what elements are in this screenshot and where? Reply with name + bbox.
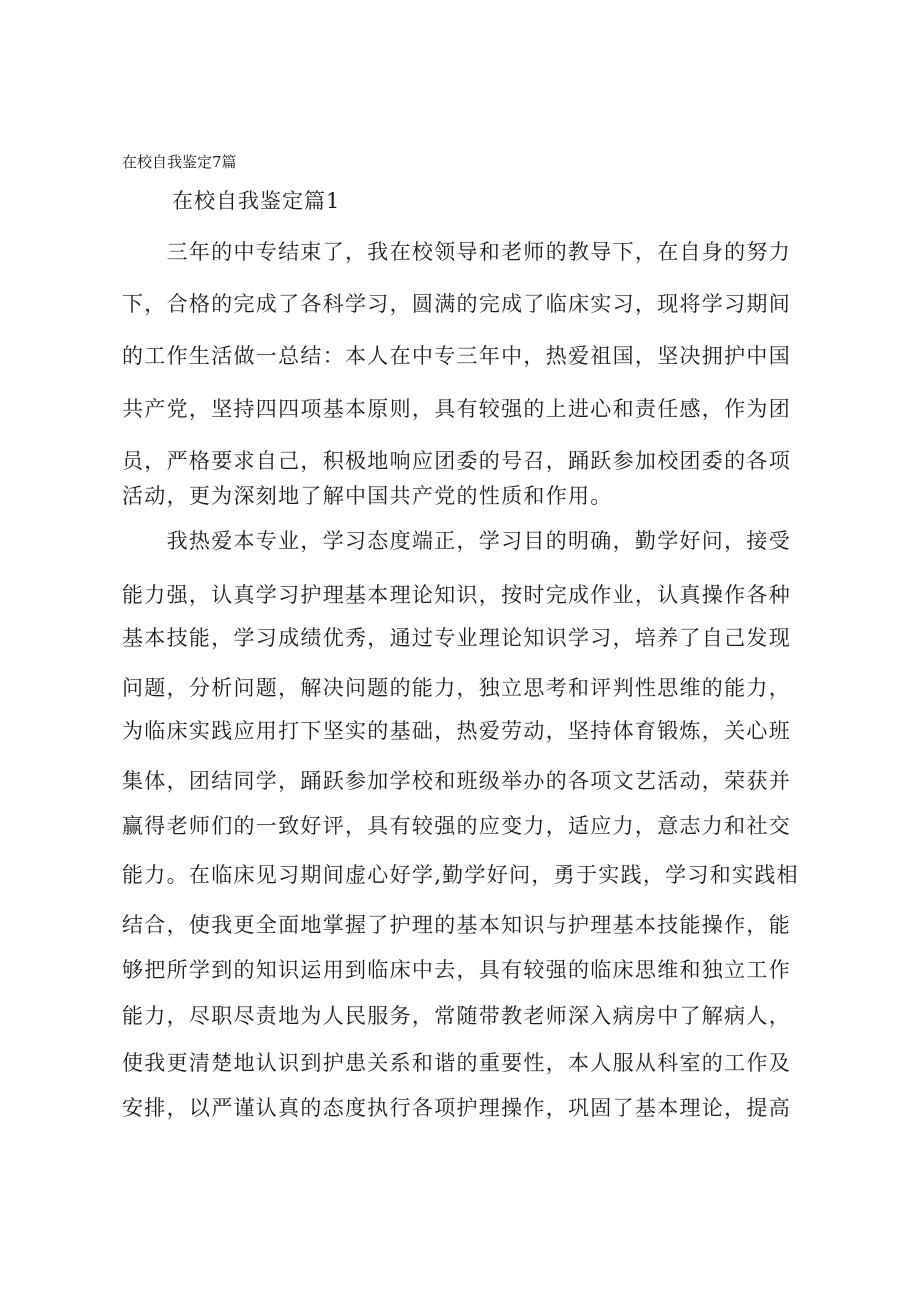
body-line: 能力，尽职尽责地为人民服务，常随带教老师深入病房中了解病人， bbox=[122, 1004, 791, 1028]
section-heading: 在校自我鉴定篇1 bbox=[172, 189, 341, 213]
body-line: 下，合格的完成了各科学习，圆满的完成了临床实习，现将学习期间 bbox=[122, 292, 791, 316]
body-line: 集体，团结同学，踊跃参加学校和班级举办的各项文艺活动，荣获并 bbox=[122, 769, 791, 793]
body-line: 问题，分析问题，解决问题的能力，独立思考和评判性思维的能力， bbox=[122, 676, 791, 700]
body-line: 够把所学到的知识运用到临床中去，具有较强的临床思维和独立工作 bbox=[122, 958, 791, 982]
body-line: 能力。在临床见习期间虚心好学,勤学好问，勇于实践，学习和实践相 bbox=[122, 863, 799, 887]
body-line: 我热爱本专业，学习态度端正，学习目的明确，勤学好问，接受 bbox=[122, 529, 791, 553]
body-line: 安排，以严谨认真的态度执行各项护理操作，巩固了基本理论，提高 bbox=[122, 1096, 791, 1120]
body-line: 三年的中专结束了，我在校领导和老师的教导下，在自身的努力 bbox=[122, 240, 791, 264]
body-line: 基本技能，学习成绩优秀，通过专业理论知识学习，培养了自己发现 bbox=[122, 626, 791, 650]
body-line: 的工作生活做一总结：本人在中专三年中，热爱祖国，坚决拥护中国 bbox=[122, 344, 791, 368]
body-line: 活动，更为深刻地了解中国共产党的性质和作用。 bbox=[122, 484, 613, 508]
body-line: 能力强，认真学习护理基本理论知识，按时完成作业，认真操作各种 bbox=[122, 583, 791, 607]
body-line: 使我更清楚地认识到护患关系和谐的重要性，本人服从科室的工作及 bbox=[122, 1051, 791, 1075]
body-line: 员，严格要求自己，积极地响应团委的号召，踊跃参加校团委的各项 bbox=[122, 449, 791, 473]
body-line: 共产党，坚持四四项基本原则，具有较强的上进心和责任感，作为团 bbox=[122, 397, 791, 421]
body-line: 赢得老师们的一致好评，具有较强的应变力，适应力，意志力和社交 bbox=[122, 814, 791, 838]
body-line: 为临床实践应用打下坚实的基础，热爱劳动，坚持体育锻炼，关心班 bbox=[122, 719, 791, 743]
document-title: 在校自我鉴定7篇 bbox=[122, 153, 237, 171]
body-line: 结合，使我更全面地掌握了护理的基本知识与护理基本技能操作，能 bbox=[122, 913, 791, 937]
